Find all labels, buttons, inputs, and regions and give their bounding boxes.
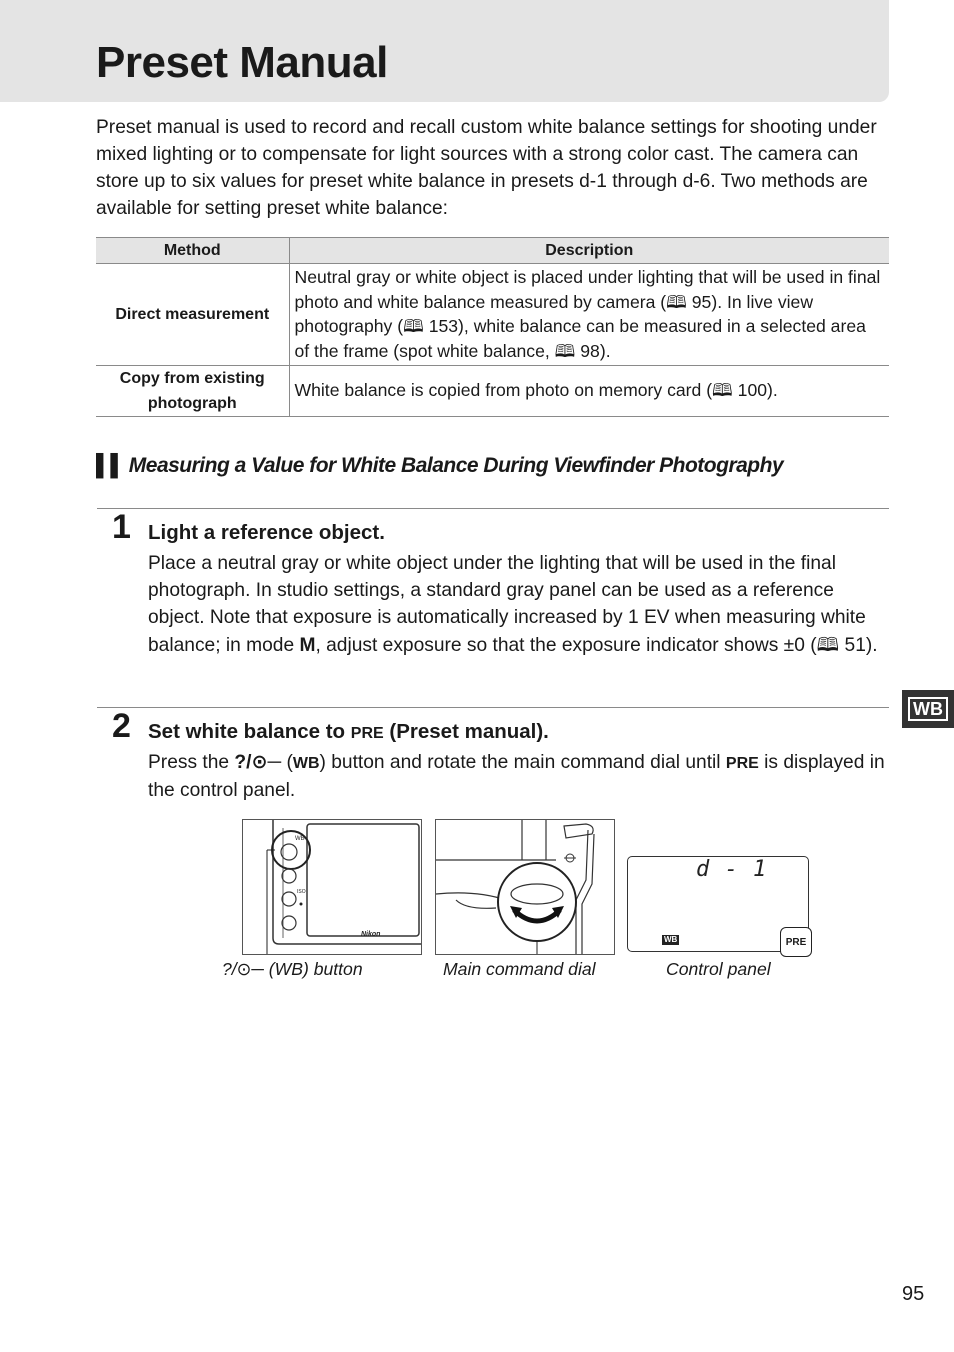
step-body [148, 550, 888, 659]
table-row [96, 264, 889, 366]
step-number: 2 [112, 707, 131, 745]
panel-pre-indicator: PRE [780, 927, 812, 957]
command-dial-illustration [435, 819, 615, 955]
page-title: Preset Manual [96, 38, 388, 87]
table-header-row [96, 238, 889, 264]
step-text: is displayed in the control panel. [148, 752, 885, 802]
camera-wb-label: WB [295, 836, 305, 842]
step-body [148, 749, 888, 804]
step-text: ) button and rotate the main command dial until [319, 752, 726, 773]
page-number: 95 [902, 1283, 925, 1305]
step-text: Place a neutral gray or white object under the lighting that will be used in the final photograph. In studio settings, a standard gray panel can be used as a reference object. Note that exposure is automatically increased by 1 EV when measuring white balance; in mode [148, 553, 866, 656]
section-heading-text: Measuring a Value for White Balance During Viewfinder Photography [128, 454, 784, 477]
step-title: Light a reference object. [148, 521, 385, 544]
step-divider [97, 508, 889, 509]
nikon-logo: Nikon [361, 931, 381, 938]
step-title-text: Set white balance to [148, 720, 351, 743]
panel-wb-indicator: WB [664, 935, 678, 944]
step-text: ( [281, 752, 293, 773]
camera-iso-label: ISO [297, 889, 306, 895]
step-divider [97, 707, 889, 708]
step-title [148, 720, 549, 744]
column-header-description: Description [289, 238, 889, 264]
wb-tab-icon: WB [908, 697, 948, 721]
figure-caption: Control panel [666, 959, 771, 979]
panel-display-text: d - 1 [696, 857, 768, 882]
figure-caption: Main command dial [443, 959, 596, 979]
intro-paragraph: Preset manual is used to record and recall custom white balance settings for shooting under mixed lighting or to compensate for light sources with a strong color cast. The camera can store up to six values for preset white balance in presets d-1 through d-6. Two methods are available for setting preset white balance: [96, 117, 877, 219]
step-text: Press the [148, 752, 235, 773]
wb-symbol: WB [292, 755, 320, 772]
step-number: 1 [112, 508, 131, 546]
pre-symbol: PRE [725, 755, 759, 772]
method-cell: Copy from existing photograph [96, 366, 289, 417]
camera-back-illustration [242, 819, 422, 955]
figure-caption: ?/⊙─ (WB) button [222, 959, 363, 979]
description-cell: Neutral gray or white object is placed under lighting that will be used in final photo and white balance measured by camera (🕮 95). In live view photography (🕮 153), white balance can be measured in a selected area of the frame (spot white balance, 🕮 98). [289, 264, 889, 366]
section-heading [96, 454, 783, 478]
description-cell: White balance is copied from photo on memory card (🕮 100). [289, 366, 889, 417]
method-cell: Direct measurement [96, 264, 289, 366]
method-table [96, 237, 889, 417]
mode-symbol: M [299, 634, 316, 656]
control-panel-illustration [627, 856, 809, 952]
chapter-tab [902, 690, 954, 728]
wb-button-icon: ?/⊙─ [234, 752, 282, 773]
step-text: , adjust exposure so that the exposure indicator shows ±0 (🕮 51). [315, 634, 878, 656]
table-row [96, 366, 889, 417]
column-header-method: Method [96, 238, 289, 264]
pre-symbol: PRE [350, 725, 384, 742]
step-title-text: (Preset manual). [383, 720, 549, 743]
section-marker: ▌▌ [96, 454, 125, 477]
